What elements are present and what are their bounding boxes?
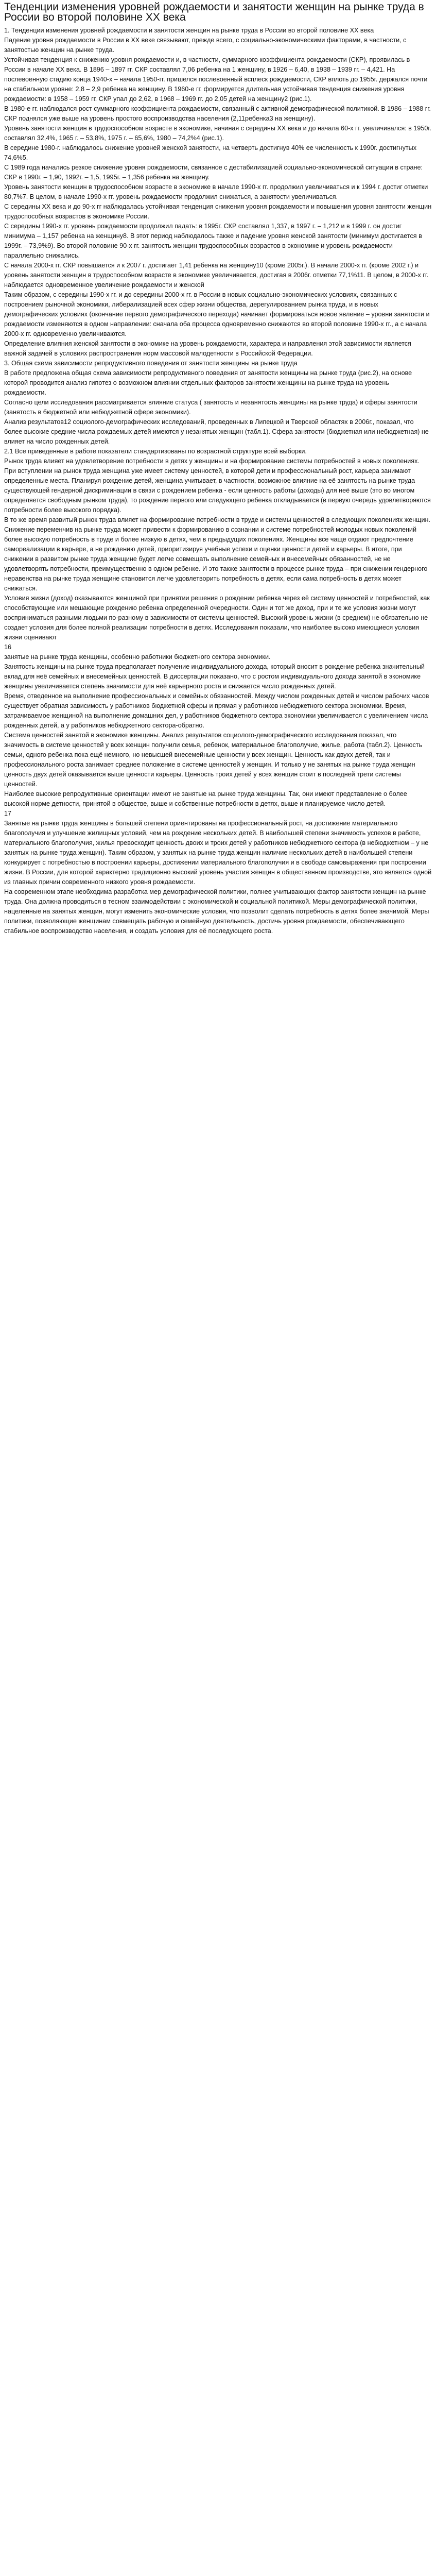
paragraph: Анализ результатов12 социолого-демографических исследований, проведенных в Липецкой и Тверской областях в 2006г., показал, что более высокие средние числа рождаемых детей имеются у незанятых женщин (табл.1). Сфера занятости (бюджетная или небюджетная) не влияет на число рожденных детей.: [4, 418, 429, 445]
document-title: Тенденции изменения уровней рождаемости и занятости женщин на рынке труда в России во второй половине XX века: [4, 1, 424, 23]
paragraph: Таким образом, с середины 1990-х гг. и до середины 2000-х гг. в России в новых социально-экономических условиях, связанных с построением рыночной экономики, либерализацией всех сфер жизни общества, дерегулированием рынка труда, и в новых демографических условиях (окончание первого демографического перехода) начинает формироваться новое явление – уровни занятости и рождаемости изменяются в одном направлении: сначала оба процесса одновременно снижаются во второй половине 1990-х гг., а с начала 2000-х гг. одновременно увеличиваются.: [4, 291, 430, 337]
document-body: [4, 26, 432, 936]
paragraph: Определение влияния женской занятости в экономике на уровень рождаемости, характера и направления этой зависимости является важной задачей в условиях распространения норм массовой малодетности в Российской Федерации.: [4, 340, 411, 357]
paragraph: Устойчивая тенденция к снижению уровня рождаемости и, в частности, суммарного коэффициента рождаемости (СКР), проявилась в России в начале XX века. В 1896 – 1897 гг. СКР составлял 7,06 ребенка на 1 женщину, в 1926 – 6,40, в 1938 – 1939 гг. – 4,421. На послевоенную стадию конца 1940-х – начала 1950-гг. пришелся послевоенный всплеск рождаемости, СКР вплоть до 1955г. держался почти на стабильном уровне: 2,8 – 2,9 ребенка на женщину. В 1960-е гг. формируется длительная устойчивая тенденция снижения уровня рождаемости: в 1958 – 1959 гг. СКР упал до 2,62, в 1968 – 1969 гг. до 2,05 детей на женщину2 (рис.1).: [4, 56, 428, 103]
paragraph: В 1980-е гг. наблюдался рост суммарного коэффициента рождаемости, связанный с активной демографической политикой. В 1986 – 1988 гг. СКР поднялся уже выше на уровень простого воспроизводства населения (2,11ребенка3 на женщину).: [4, 105, 431, 122]
paragraph: С середины 1990-х гг. уровень рождаемости продолжил падать: в 1995г. СКР составлял 1,337, в 1997 г. – 1,212 и в 1999 г. он достиг минимума – 1,157 ребенка на женщину8. В этот период наблюдалось также и падение уровня женской занятости (минимум достигается в 1999г. – 73,9%9). Во второй половине 90-х гг. занятость женщин трудоспособных возрастов в экономике и уровень рождаемости параллельно снижались.: [4, 223, 422, 259]
paragraph: Рынок труда влияет на удовлетворение потребности в детях у женщины и на формирование системы потребностей в новых поколениях.: [4, 457, 420, 465]
paragraph: С 1989 года начались резкое снижение уровня рождаемости, связанное с дестабилизацией социально-экономической ситуации в стране: СКР в 1990г. – 1,90, 1992г. – 1,5, 1995г. – 1,356 ребенка на женщину.: [4, 164, 423, 181]
document: [0, 0, 436, 936]
paragraph: 1. Тенденции изменения уровней рождаемости и занятости женщин на рынке труда в России во второй половине XX века: [4, 27, 374, 34]
paragraph: В то же время развитый рынок труда влияет на формирование потребности в труде и системы ценностей в следующих поколениях женщин. Снижение переменчив на рынке труда может привести к формированию в сознании и системе потребностей молодых новых поколений более высокую потребность в труде и более низкую в детях, чем в предыдущих поколениях. Женщины все чаще отдают предпочтение самореализации в карьере, а не рождению детей, приоритизируя учебные успехи и оценки ценности детей и карьеры. В итоге, при снижении в развитом рынке труда женщине будет легче совмещать выполнение семейных и внесемейных обязанностей, не не удовлетворять потребности, преимущественно в одном ребенке. И это также занятости в процессе рынке труда – при снижении гендерного неравенства на рынке труда женщине становится легче удовлетворить потребность в детях, если сама потребность в детях может снижаться.: [4, 516, 430, 592]
paragraph: В середине 1980-г. наблюдалось снижение уровней женской занятости, на четверть достигнув 40% ее численность к 1990г. достигнутых 74,6%5.: [4, 144, 417, 161]
paragraph: Согласно цели исследования рассматривается влияние статуса ( занятость и незанятость женщины на рынке труда) и сферы занятости (занятость в бюджетной или небюджетной сфере экономики).: [4, 399, 417, 416]
paragraph: При вступлении на рынок труда женщина уже имеет систему ценностей, в которой дети и профессиональный рост, карьера занимают определенные места. Планируя рождение детей, женщина учитывает, в частности, возможное влияние на её занятость на рынке труда существующей гендерной дискриминации в связи с рождением ребенка - если ценность работы (доходы) для неё выше (это во многом определяется свободным рынком труда), то рождение первого или следующего ребенка откладывается (в первую очередь удовлетворяются потребности более высокого порядка).: [4, 467, 431, 514]
paragraph: В работе предложена общая схема зависимости репродуктивного поведения от занятости женщины на рынке труда (рис.2), на основе которой проводится анализ гипотез о возможном влиянии отдельных факторов занятости женщины на рынке труда на уровень рождаемости.: [4, 369, 412, 396]
paragraph: С начала 2000-х гг. СКР повышается и к 2007 г. достигает 1,41 ребенка на женщину10 (кроме 2005г.). В начале 2000-х гг. (кроме 2002 г.) и уровень занятости женщин в трудоспособном возрасте в экономике увеличивается, достигая в 2006г. отметки 77,1%11. В целом, в 2000-х гг. наблюдается одновременное увеличение рождаемости и женской: [4, 262, 429, 289]
paragraph: Падение уровня рождаемости в России в XX веке связывают, прежде всего, с социально-экономическими факторами, в частности, с занятостью женщин на рынке труда.: [4, 37, 407, 54]
paragraph: Уровень занятости женщин в трудоспособном возрасте в экономике, начиная с середины XX века и до начала 60-х гг. увеличивался: в 1950г. составлял 32,4%, 1965 г. – 53,8%, 1975 г. – 65,6%, 1980 – 74,2%4 (рис.1).: [4, 125, 431, 142]
paragraph: Занятые на рынке труда женщины в большей степени ориентированы на профессиональный рост, на достижение материального благополучия и улучшение жилищных условий, чем на рождение нескольких детей. В наибольшей степени значимость успехов в работе, материального благополучия, жилья превосходит ценность двоих и троих детей у работников небюджетного сектора (в небюджетном – у не занятых на рынке труда женщин). Таким образом, у занятых на рынке труда женщин наличие нескольких детей в наибольшей степени конкурирует с потребностью в построении карьеры, достижении материального благополучия и в свободе самовыражения при построении жизни. В России, для которой характерно традиционно высокий уровень участия женщин в общественном производстве, это является одной из главных причин современного низкого уровня рождаемости.: [4, 820, 432, 886]
paragraph: Время, отведенное на выполнение профессиональных и семейных обязанностей. Между числом рожденных детей и числом рабочих часов существует обратная зависимость у работников бюджетной сферы и прямая у работников небюджетного сектора экономики. Время, затрачиваемое женщиной на выполнение домашних дел, у работников бюджетного сектора экономики увеличивается с увеличением числа рожденных детей, а у работников небюджетного сектора-обратно.: [4, 692, 429, 729]
paragraph: Занятость женщины на рынке труда предполагает получение индивидуального дохода, который вносит в рождение ребенка значительный вклад для неё семейных и внесемейных ценностей. В диссертации показано, что с ростом индивидуального дохода занятой в экономике женщины увеличивается степень значимости для неё карьерного роста и снижается число рожденных детей.: [4, 663, 425, 690]
paragraph: Уровень занятости женщин в трудоспособном возрасте в экономике в начале 1990-х гг. продолжил увеличиваться и к 1994 г. достиг отметки 80,7%7. В целом, в начале 1990-х гг. уровень рождаемости продолжил снижаться, а занятости увеличиваться.: [4, 183, 428, 200]
paragraph: Наиболее высокие репродуктивные ориентации имеют не занятые на рынке труда женщины. Так, они имеют представление о более высокой норме детности, принятой в обществе, выше и собственные потребности в детях, выше и планируемое число детей.: [4, 790, 407, 807]
paragraph: С середины XX века и до 90-х гг наблюдалась устойчивая тенденция снижения уровня рождаемости и повышения уровня занятости женщин трудоспособных возрастов в экономике России.: [4, 203, 432, 220]
paragraph: Условия жизни (доход) оказываются женщиной при принятии решения о рождении ребенка через её систему ценностей и потребностей, как способствующие или мешающие рождению ребенка определенной очередности. Один и тот же доход, при и те же условия жизни могут восприниматься разными людьми по-разному в зависимости от системы ценностей. Высокий уровень жизни (в среднем) не обязательно не создает условия для более полной реализации потребности в детях. Исследования показали, что наиболее высоко имеющиеся условия жизни оценивают: [4, 595, 430, 641]
paragraph: Система ценностей занятой в экономике женщины. Анализ результатов социолого-демографического исследования показал, что значимость в системе ценностей у всех женщин получили семья, ребенок, материальное благополучие, жилье, работа (табл.2). Ценность семьи, одного ребенка пока ещё немного, но невысшей внесемейные ценности у всех женщин. Ценность как двухх детей, так и профессионального роста занимает среднее положение в системе ценностей у женщин. И только у не занятых на рынке труда женщин ценность двух детей оказывается выше ценности карьеры. Ценность троих детей у всех женщин стоит в последней трети системы ценностей.: [4, 732, 423, 788]
paragraph: 3. Общая схема зависимости репродуктивного поведения от занятости женщины на рынке труда: [4, 360, 298, 367]
paragraph: 16: [4, 643, 12, 651]
paragraph: 17: [4, 810, 12, 817]
paragraph: занятые на рынке труда женщины, особенно работники бюджетного сектора экономики.: [4, 653, 271, 660]
paragraph: 2.1 Все приведенные в работе показатели стандартизованы по возрастной структуре всей выборки.: [4, 448, 307, 455]
paragraph: На современном этапе необходима разработка мер демографической политики, полнее учитывающих фактор занятости женщин на рынке труда. Она должна проводиться в тесном взаимодействии с экономической и социальной политикой. Меры демографической политики, нацеленные на занятых женщин, могут изменить экономические условия, что позволит сделать потребность в детях более значимой. Меры политики, позволяющие женщинам совмещать рабочую и семейную деятельность, достичь уровня рождаемости, обеспечивающего стабильное воспроизводство населения, и создать условия для её последующего роста.: [4, 888, 429, 935]
